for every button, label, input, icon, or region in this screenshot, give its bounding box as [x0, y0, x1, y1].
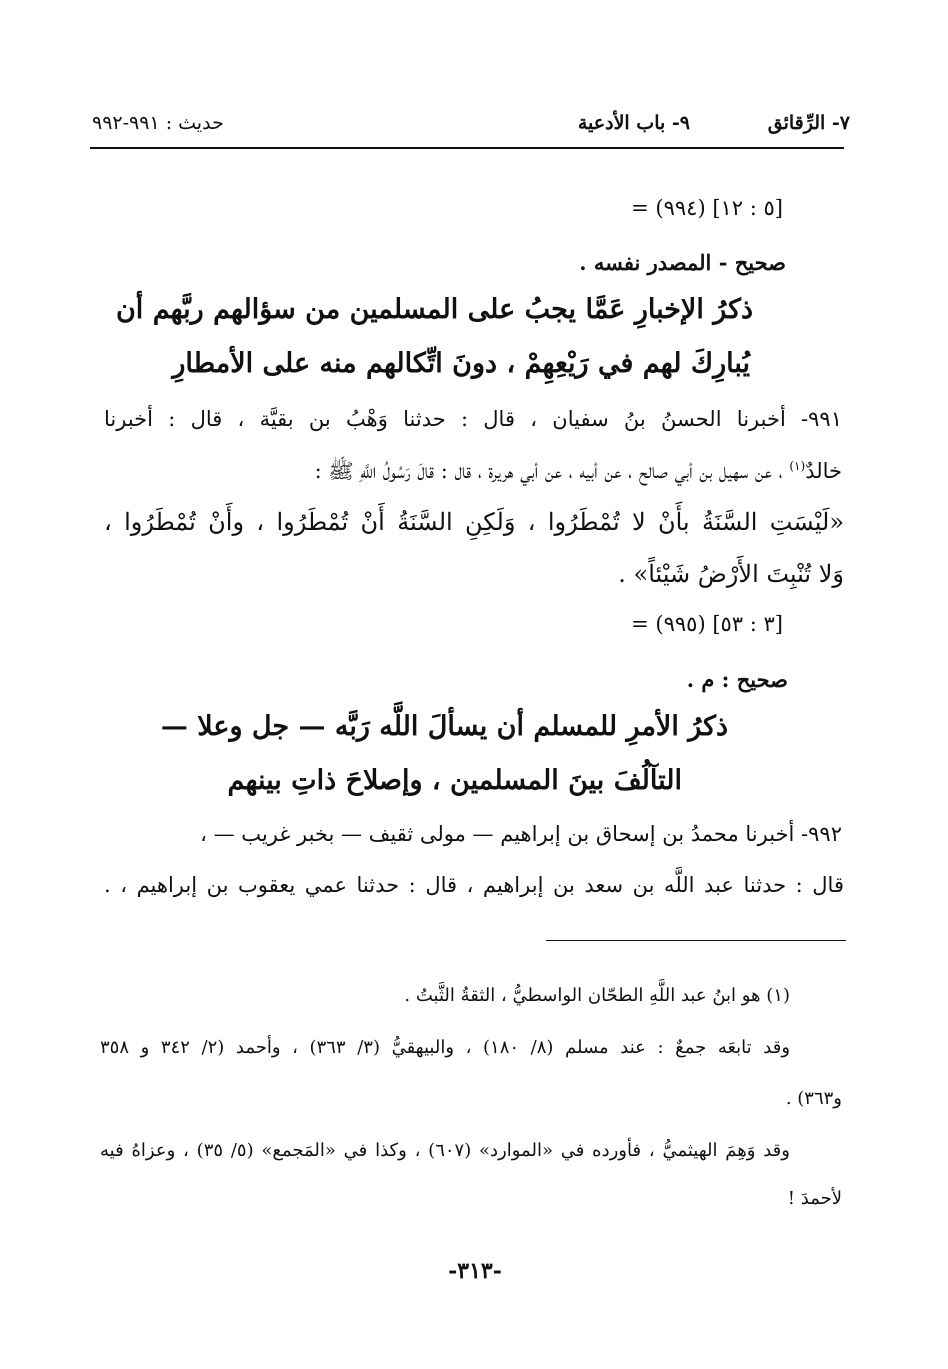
narrator-name: خالدٌ	[805, 459, 842, 483]
section-heading-2-line-2: التآلُفَ بينَ المسلمين ، وإصلاحَ ذاتِ بينهم	[227, 765, 682, 796]
section-heading-2-line-1: ذكرُ الأمرِ للمسلم أن يسألَ اللَّه رَبَّه — جل وعلا —	[160, 711, 728, 742]
hadith-992-line-2: قال : حدثنا عبد اللَّه بن سعد بن إبراهيم ، قال : حدثنا عمي يعقوب بن إبراهيم ، .	[104, 873, 844, 897]
footnote-1-continuation-line-2: و٣٦٣) .	[785, 1088, 842, 1109]
hadith-992-line-1: ٩٩٢- أخبرنا محمدُ بن إسحاق بن إبراهيم — مولى ثقيف — بخبر غريب — ،	[200, 822, 842, 846]
footnote-separator	[546, 940, 846, 941]
header-rule	[90, 147, 844, 149]
page-number: -٣١٣-	[448, 1258, 502, 1284]
section-heading-1-line-2: يُبارِكَ لهم في رَيْعِهِمْ ، دونَ اتِّكالهم منه على الأمطارِ	[172, 348, 750, 379]
hadith-991-matn-line-2: وَلا تُنْبِتَ الأَرْضُ شَيْئاً» .	[618, 560, 844, 588]
cross-reference-994: = (٩٩٤) [٥ : ١٢]	[631, 196, 783, 220]
running-header-hadith-range: حديث : ٩٩١-٩٩٢	[92, 112, 224, 134]
running-header-book: ٧- الرِّقائق	[767, 112, 850, 134]
grade-994: صحيح - المصدر نفسه .	[579, 250, 786, 275]
hadith-991-matn-line-1: «لَيْسَتِ السَّنَةُ بأَنْ لا تُمْطَرُوا ، وَلَكِنِ السَّنَةُ أَنْ تُمْطَرُوا ، وأَنْ تُمْطَرُوا ،	[104, 508, 844, 536]
cross-reference-995: = (٩٩٥) [٣ : ٥٣]	[631, 612, 783, 636]
footnote-marker-1: (١)	[789, 459, 806, 473]
footnote-1-note-line-2: لأحمدَ !	[787, 1188, 842, 1209]
isnad-text: ، عن سهيل بن أبي صالح ، عن أبيه ، عن أبي هريرة ، قال : قالَ رَسُولُ اللَّهِ ﷺ :	[314, 459, 783, 483]
grade-995: صحيح : م .	[686, 667, 788, 692]
running-header-chapter: ٩- باب الأدعية	[577, 112, 690, 134]
footnote-1: (١) هو ابنُ عبد اللَّهِ الطحّان الواسطيُّ ، الثقةُ الثَّبتُ .	[404, 985, 790, 1006]
hadith-991-line-2	[315, 458, 842, 489]
section-heading-1-line-1: ذكرُ الإخبارِ عَمَّا يجبُ على المسلمين من سؤالهم ربَّهم أن	[115, 294, 753, 325]
footnote-1-continuation-line-1: وقد تابعَه جمعٌ : عند مسلم (٨/ ١٨٠) ، والبيهقيُّ (٣/ ٣٦٣) ، وأحمد (٢/ ٣٤٢ و ٣٥٨	[100, 1037, 791, 1058]
hadith-991-line-1: ٩٩١- أخبرنا الحسنُ بنُ سفيان ، قال : حدثنا وَهْبُ بن بقيَّة ، قال : أخبرنا	[104, 407, 842, 431]
footnote-1-note-line-1: وقد وَهِمَ الهيثميُّ ، فأورده في «الموارد» (٦٠٧) ، وكذا في «المَجمع» (٥/ ٣٥) ، وعزاهُ فيه	[100, 1140, 790, 1161]
